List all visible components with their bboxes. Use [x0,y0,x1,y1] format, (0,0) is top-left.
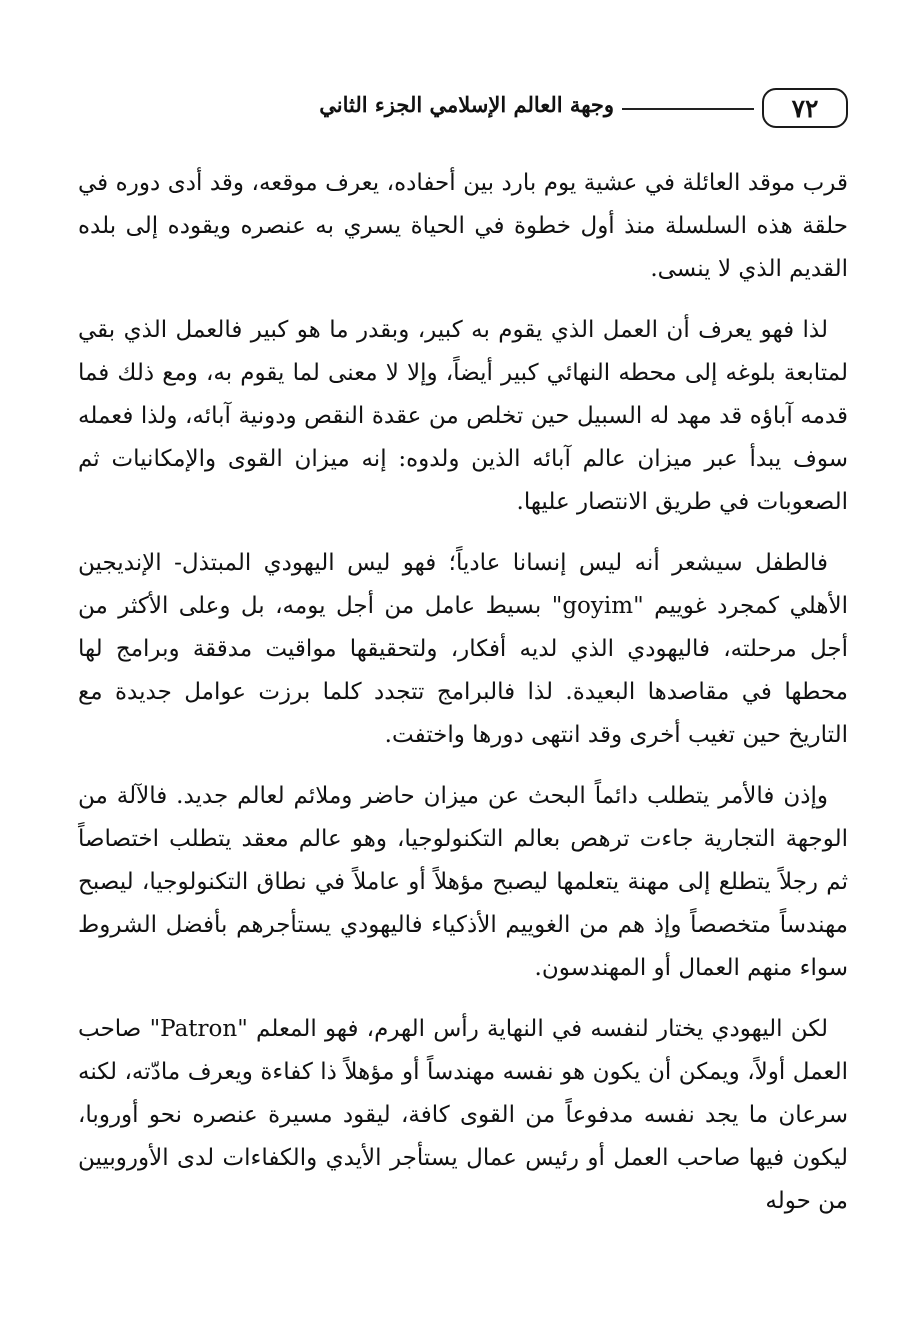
running-title: وجهة العالم الإسلامي الجزء الثاني [319,92,614,117]
paragraph: لذا فهو يعرف أن العمل الذي يقوم به كبير، وبقدر ما هو كبير فالعمل الذي بقي لمتابعة بلوغه إلى محطه النهائي كبير أيضاً، وإلا لا معنى لما يقوم به، ومع ذلك فما قدمه آباؤه قد مهد له السبيل حين تخلص من عقدة النقص ودونية آبائه، ولذا فعمله سوف يبدأ عبر ميزان عالم آبائه الذين ولدوه: إنه ميزان القوى والإمكانيات ثم الصعوبات في طريق الانتصار عليها. [78,317,848,515]
page-header [168,88,848,130]
main-text [78,162,848,1302]
paragraph: فالطفل سيشعر أنه ليس إنسانا عادياً؛ فهو ليس اليهودي المبتذل- الإنديجين الأهلي كمجرد غوييم "goyim" بسيط عامل من أجل يومه، بل وعلى الأكثر من أجل مرحلته، فاليهودي الذي لديه أفكار، ولتحقيقها مواقيت مدققة وبرامج لها محطها في مقاصدها البعيدة. لذا فالبرامج تتجدد كلما برزت عوامل جديدة مع التاريخ حين تغيب أخرى وقد انتهى دورها واختفت. [78,550,848,748]
header-rule [622,108,754,110]
page-number: ٧٢ [762,88,848,128]
paragraph: وإذن فالأمر يتطلب دائماً البحث عن ميزان حاضر وملائم لعالم جديد. فالآلة من الوجهة التجارية جاءت ترهص بعالم التكنولوجيا، وهو عالم معقد يتطلب اختصاصاً ثم رجلاً يتطلع إلى مهنة يتعلمها ليصبح مؤهلاً أو عاملاً في نطاق التكنولوجيا، ليصبح مهندساً متخصصاً وإذ هم من الغوييم الأذكياء فاليهودي يستأجرهم بأفضل الشروط سواء منهم العمال أو المهندسون. [78,783,848,981]
paragraph: لكن اليهودي يختار لنفسه في النهاية رأس الهرم، فهو المعلم "Patron" صاحب العمل أولاً، ويمكن أن يكون هو نفسه مهندساً أو مؤهلاً ذا كفاءة ويعرف مادّته، لكنه سرعان ما يجد نفسه مدفوعاً من القوى كافة، ليقود مسيرة عنصره نحو أوروبا، ليكون فيها صاحب العمل أو رئيس عمال يستأجر الأيدي والكفاءات لدى الأوروبيين من حوله [78,1016,848,1214]
paragraph: قرب موقد العائلة في عشية يوم بارد بين أحفاده، يعرف موقعه، وقد أدى دوره في حلقة هذه السلسلة منذ أول خطوة في الحياة يسري به عنصره ويقوده إلى بلده القديم الذي لا ينسى. [78,170,848,282]
